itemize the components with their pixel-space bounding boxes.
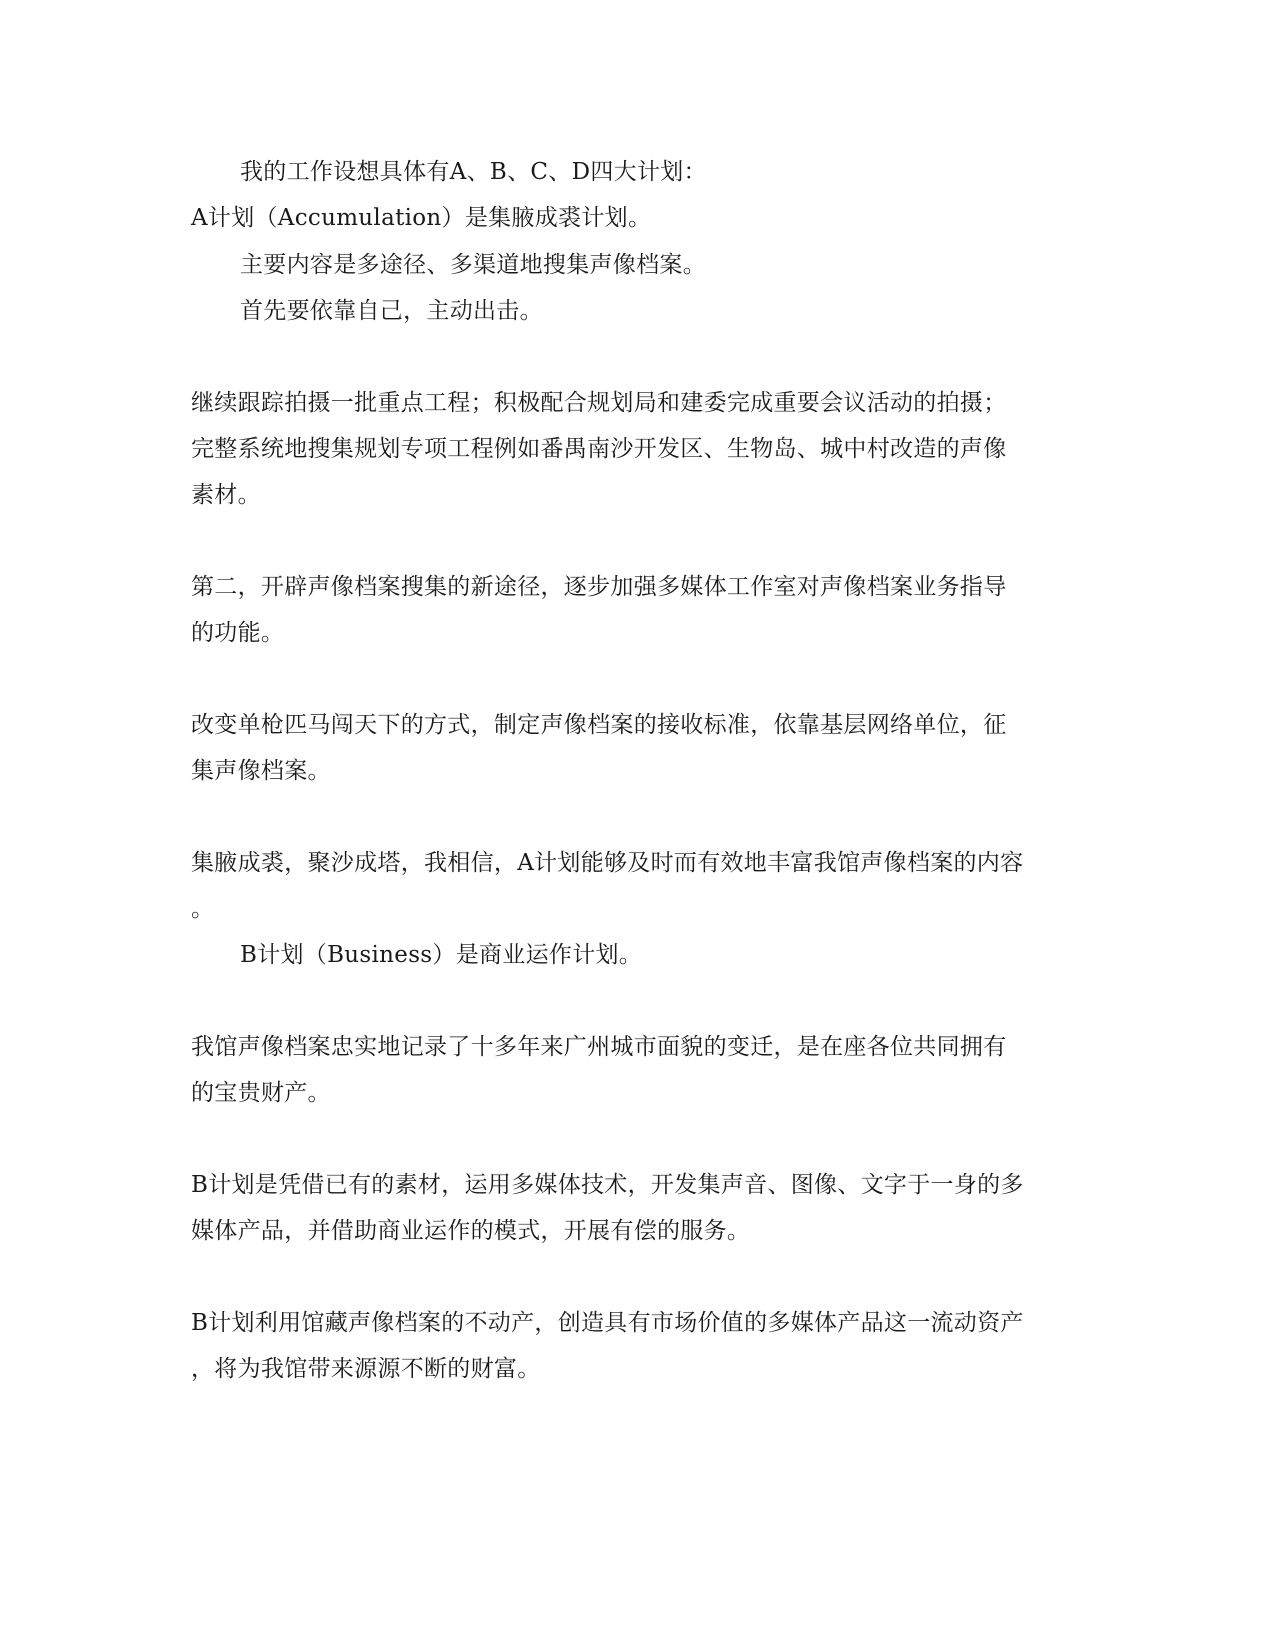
text-line: 第二，开辟声像档案搜集的新途径，逐步加强多媒体工作室对声像档案业务指导	[191, 574, 1007, 600]
text-line: 完整系统地搜集规划专项工程例如番禺南沙开发区、生物岛、城中村改造的声像	[191, 436, 1007, 462]
text-line: 集腋成裘，聚沙成塔，我相信，A计划能够及时而有效地丰富我馆声像档案的内容	[191, 850, 1024, 876]
text-line: 的功能。	[191, 620, 285, 646]
text-line-plan-b-heading: B计划（Business）是商业运作计划。	[240, 942, 643, 968]
text-line: B计划利用馆藏声像档案的不动产，创造具有市场价值的多媒体产品这一流动资产	[191, 1310, 1024, 1336]
text-line: 我馆声像档案忠实地记录了十多年来广州城市面貌的变迁，是在座各位共同拥有	[191, 1034, 1007, 1060]
text-line: 的宝贵财产。	[191, 1080, 331, 1106]
text-line: B计划是凭借已有的素材，运用多媒体技术，开发集声音、图像、文字于一身的多	[191, 1172, 1024, 1198]
text-line-plan-a-heading: A计划（Accumulation）是集腋成裘计划。	[191, 205, 652, 231]
text-line: 素材。	[191, 482, 261, 508]
text-line: 主要内容是多途径、多渠道地搜集声像档案。	[240, 252, 706, 278]
text-line-intro: 我的工作设想具体有A、B、C、D四大计划：	[240, 159, 707, 185]
text-line: 改变单枪匹马闯天下的方式，制定声像档案的接收标准，依靠基层网络单位，征	[191, 712, 1007, 738]
text-line: 。	[191, 896, 215, 922]
text-line: 媒体产品，并借助商业运作的模式，开展有偿的服务。	[191, 1218, 751, 1244]
text-line: 继续跟踪拍摄一批重点工程；积极配合规划局和建委完成重要会议活动的拍摄；	[191, 390, 1007, 416]
text-line: ，将为我馆带来源源不断的财富。	[191, 1356, 541, 1382]
text-line: 集声像档案。	[191, 758, 331, 784]
text-line: 首先要依靠自己，主动出击。	[240, 298, 543, 324]
